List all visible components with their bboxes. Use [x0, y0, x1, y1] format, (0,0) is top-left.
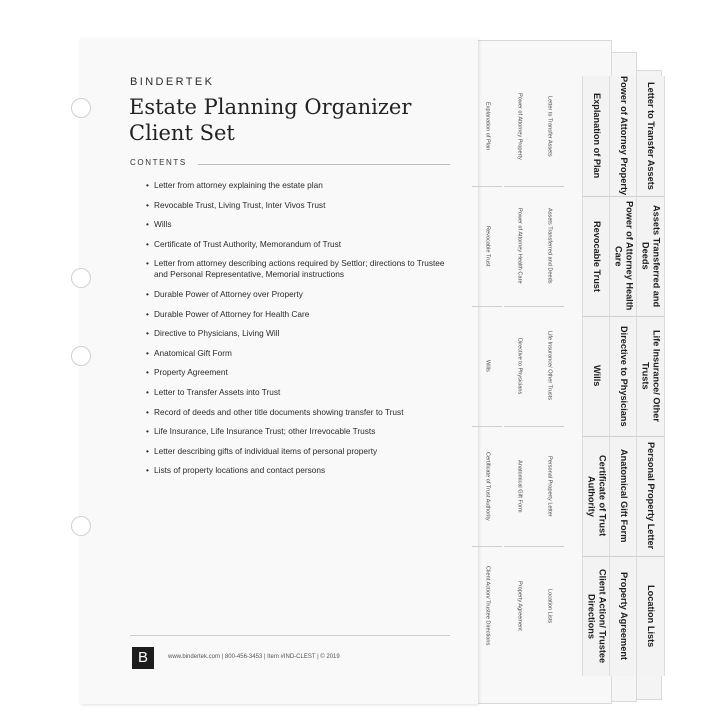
- big-tab-separator: [583, 556, 610, 557]
- small-tab-separator: [534, 426, 564, 427]
- small-tab[interactable]: [472, 66, 502, 186]
- big-column-2: [609, 76, 638, 676]
- big-tab-separator: [610, 436, 637, 437]
- binder-hole-bottom: [71, 516, 91, 536]
- contents-page: [80, 38, 553, 704]
- small-column-3: [534, 66, 564, 666]
- small-tab-label: Client Action/ Trustee Directions: [484, 566, 491, 646]
- small-tab-label: Location Lists: [546, 588, 553, 624]
- big-tab[interactable]: [583, 196, 610, 316]
- contents-label: CONTENTS: [130, 158, 187, 167]
- small-tab[interactable]: [534, 426, 564, 546]
- list-item: • Durable Power of Attorney for Health Care: [146, 309, 451, 320]
- small-tab[interactable]: [504, 186, 534, 306]
- big-tab[interactable]: [583, 76, 610, 196]
- small-tab-label: Power of Attorney Property: [516, 92, 523, 160]
- big-tab-separator: [610, 316, 637, 317]
- big-tab[interactable]: [610, 556, 637, 676]
- small-tab-label: Explanation of Plan: [484, 101, 491, 151]
- small-tab-separator: [504, 186, 534, 187]
- small-column-2: [504, 66, 534, 666]
- big-tab-label: Power of Attorney Property: [619, 76, 629, 196]
- small-tab-separator: [504, 426, 534, 427]
- small-column-1: [472, 66, 502, 666]
- big-tab-label: Assets Transferred and Deeds: [640, 204, 662, 308]
- small-tab-label: Directive to Physicians: [516, 337, 523, 395]
- list-item: • Letter describing gifts of individual items of personal property: [146, 446, 451, 457]
- big-tab[interactable]: [637, 436, 664, 556]
- big-tab-separator: [637, 196, 664, 197]
- small-tab-label: Letter to Transfer Assets: [546, 95, 553, 157]
- big-tab-separator: [610, 556, 637, 557]
- big-tab-label: Letter to Transfer Assets: [646, 82, 656, 190]
- small-tab-label: Certificate of Trust Authority: [484, 451, 491, 521]
- big-tab-separator: [610, 196, 637, 197]
- list-item: • Life Insurance, Life Insurance Trust; other Irrevocable Trusts: [146, 426, 451, 437]
- list-item: • Certificate of Trust Authority, Memorandum of Trust: [146, 239, 451, 250]
- big-tab[interactable]: [610, 196, 637, 316]
- list-item: • Property Agreement: [146, 367, 451, 378]
- big-tab-label: Location Lists: [646, 584, 656, 648]
- small-tab[interactable]: [472, 186, 502, 306]
- title-line-2: Client Set: [129, 121, 235, 145]
- small-tab-separator: [504, 306, 534, 307]
- small-tab[interactable]: [534, 66, 564, 186]
- big-tab-label: Anatomical Gift Form: [619, 449, 629, 543]
- big-column-1: [582, 76, 611, 676]
- big-tab-label: Directive to Physicians: [619, 325, 629, 427]
- big-tab-label: Explanation of Plan: [592, 93, 602, 179]
- small-tab-label: Power of Attorney Health Care: [516, 208, 523, 284]
- small-tab-separator: [472, 306, 502, 307]
- big-tab-separator: [637, 556, 664, 557]
- big-tab[interactable]: [610, 76, 637, 196]
- list-item: • Record of deeds and other title documents showing transfer to Trust: [146, 407, 451, 418]
- big-tab-label: Client Action/ Trustee Directions: [586, 568, 608, 664]
- small-tab[interactable]: [504, 306, 534, 426]
- contents-list: [146, 180, 451, 485]
- brand-name: BINDERTEK: [130, 76, 215, 88]
- list-item: • Wills: [146, 219, 451, 230]
- big-column-3: [636, 76, 665, 676]
- small-tab-label: Revocable Trust: [484, 225, 491, 267]
- title-line-1: Estate Planning Organizer: [129, 95, 412, 119]
- contents-divider: [198, 164, 450, 165]
- big-tab-label: Property Agreement: [619, 572, 629, 660]
- list-item: • Durable Power of Attorney over Property: [146, 289, 451, 300]
- big-tab[interactable]: [610, 436, 637, 556]
- big-tab[interactable]: [583, 556, 610, 676]
- footer-text: www.bindertek.com | 800-456-3453 | Item #IND-CLEST | © 2019: [168, 654, 340, 660]
- big-tab[interactable]: [583, 436, 610, 556]
- binder-hole-top: [71, 98, 91, 118]
- big-tab-separator: [583, 196, 610, 197]
- small-tab-separator: [534, 546, 564, 547]
- small-tab-label: Wills: [484, 360, 491, 372]
- small-tab-label: Life Insurance/ Other Trusts: [546, 331, 553, 401]
- small-tab[interactable]: [504, 426, 534, 546]
- small-tab[interactable]: [504, 66, 534, 186]
- small-tab-label: Assets Transferred and Deeds: [546, 208, 553, 284]
- bindertek-logo: B: [132, 647, 154, 669]
- small-tab[interactable]: [472, 546, 502, 666]
- big-tab[interactable]: [637, 316, 664, 436]
- list-item: • Revocable Trust, Living Trust, Inter Vivos Trust: [146, 200, 451, 211]
- small-tab[interactable]: [472, 426, 502, 546]
- footer-divider: [130, 635, 450, 636]
- small-tab-separator: [472, 546, 502, 547]
- big-tab-label: Life Insurance/ Other Trusts: [640, 330, 662, 422]
- small-tab-separator: [504, 546, 534, 547]
- list-item: • Letter from attorney describing actions required by Settlor; directions to Trustee and Personal Representative, Memorial instructions: [146, 258, 451, 280]
- list-item: • Letter to Transfer Assets into Trust: [146, 387, 451, 398]
- small-tab[interactable]: [504, 546, 534, 666]
- big-tab-label: Wills: [592, 365, 602, 387]
- binder-hole-upper-middle: [71, 268, 91, 288]
- big-tab-separator: [637, 316, 664, 317]
- list-item: • Directive to Physicians, Living Will: [146, 328, 451, 339]
- small-tab-separator: [534, 186, 564, 187]
- list-item: • Letter from attorney explaining the estate plan: [146, 180, 451, 191]
- small-tab-label: Anatomical Gift Form: [516, 459, 523, 513]
- big-tab[interactable]: [637, 196, 664, 316]
- small-tab[interactable]: [472, 306, 502, 426]
- big-tab-label: Revocable Trust: [592, 220, 602, 292]
- small-tab-separator: [472, 186, 502, 187]
- small-tab[interactable]: [534, 306, 564, 426]
- big-tab[interactable]: [637, 76, 664, 196]
- small-tab-label: Property Agreement: [516, 581, 523, 631]
- big-tab[interactable]: [583, 316, 610, 436]
- big-tab[interactable]: [610, 316, 637, 436]
- small-tab[interactable]: [534, 546, 564, 666]
- binder-hole-lower-middle: [71, 346, 91, 366]
- list-item: • Lists of property locations and contact persons: [146, 465, 451, 476]
- big-tab[interactable]: [637, 556, 664, 676]
- page-title: [129, 94, 449, 146]
- small-tab-label: Personal Property Letter: [546, 455, 553, 517]
- big-tab-label: Power of Attorney Health Care: [613, 201, 635, 311]
- big-tab-separator: [637, 436, 664, 437]
- big-tab-separator: [583, 436, 610, 437]
- big-tab-label: Personal Property Letter: [646, 442, 656, 550]
- list-item: • Anatomical Gift Form: [146, 348, 451, 359]
- big-tab-label: Certificate of Trust Authority: [586, 455, 608, 537]
- small-tab[interactable]: [534, 186, 564, 306]
- small-tab-separator: [472, 426, 502, 427]
- small-tab-separator: [534, 306, 564, 307]
- big-tab-separator: [583, 316, 610, 317]
